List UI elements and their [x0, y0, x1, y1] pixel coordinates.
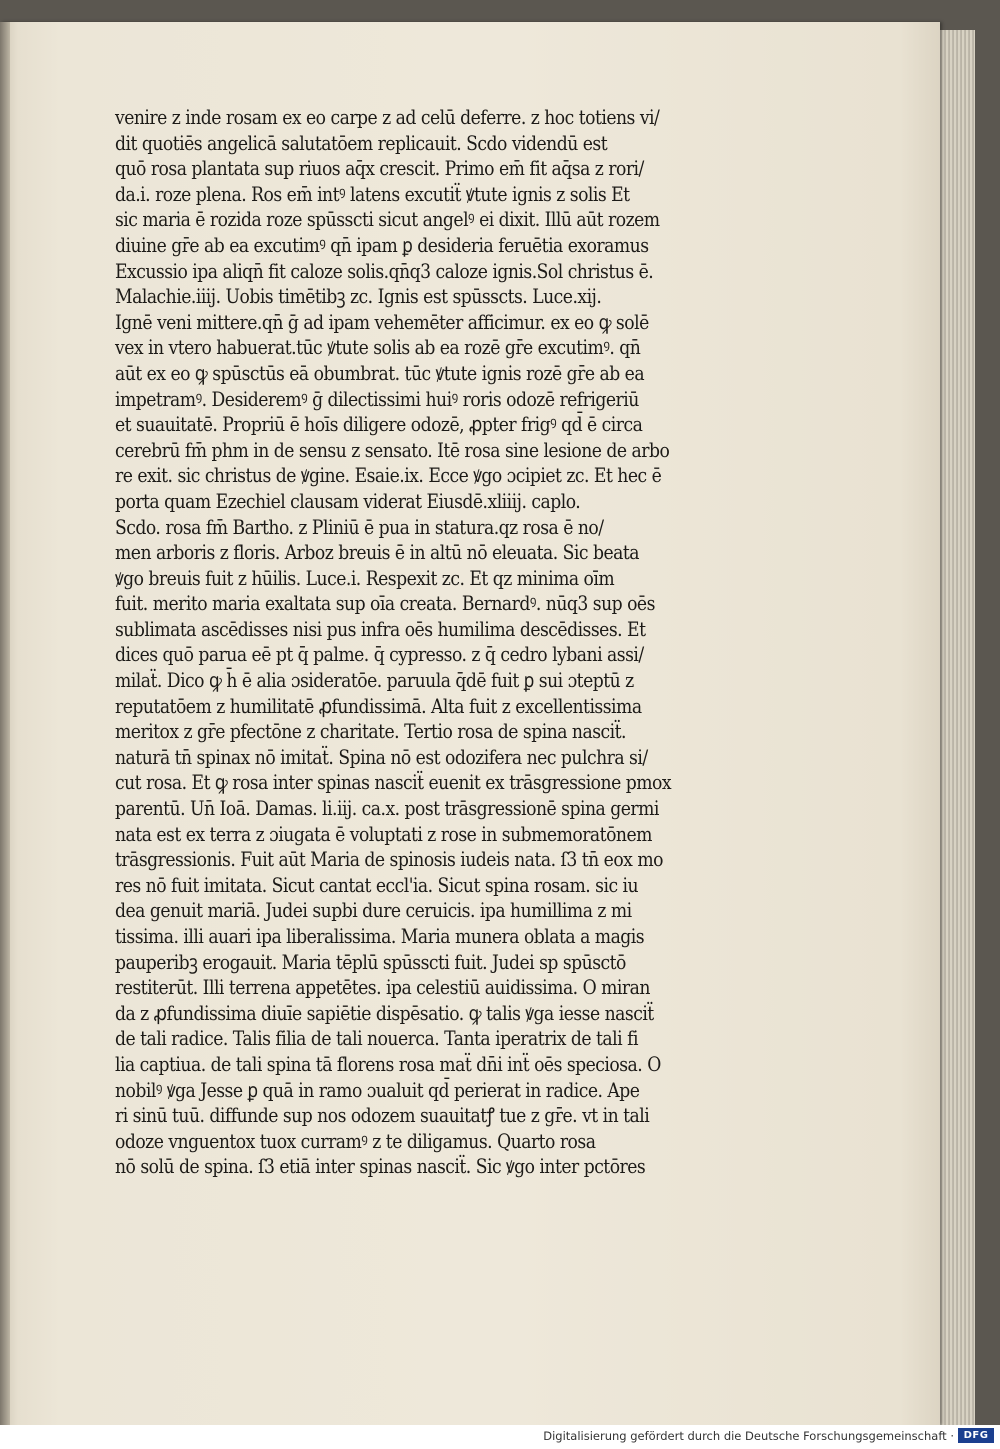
- text-line: ri sinū tuū. diffunde sup nos odozem suauitatꝭ tue z gr̄e. vt in tali: [115, 1103, 650, 1128]
- text-line: reputatōem z humilitatē ꝓfundissimā. Alta fuit z excellentissima: [115, 693, 642, 718]
- text-line: men arboris z floris. Arboz breuis ē in altū nō eleuata. Sic beata: [115, 540, 639, 565]
- text-line: tissima. illi auari ipa liberalissima. Maria munera oblata a magis: [115, 924, 645, 948]
- text-line: impetramꝰ. Desideremꝰ ḡ dilectissimi huiꝰ roris odozē refrigeriū: [115, 386, 639, 411]
- text-line: nobilꝰ ꝟga Jesse ꝑ quā in ramo ɔualuit qd̄ perierat in radice. Ape: [115, 1077, 640, 1102]
- text-line: odoze vnguentox tuox curramꝰ z te diligamus. Quarto rosa: [115, 1128, 596, 1153]
- text-line: diuine gr̄e ab ea excutimꝰ qn̄ ipam ꝑ desideria feruētia exoramus: [115, 232, 649, 257]
- text-line: nata est ex terra z ɔiugata ē voluptati z rose in submemoratōnem: [115, 821, 652, 846]
- text-line: trāsgressionis. Fuit aūt Maria de spinosis iudeis nata. ſ3 tn̄ eox mo: [115, 847, 663, 872]
- text-line: cerebrū fm̄ phm in de sensu z sensato. Itē rosa sine lesione de arbo: [115, 437, 670, 462]
- text-line: cut rosa. Et ꝙ rosa inter spinas nasciẗ euenit ex trāsgressione pmox: [115, 770, 672, 795]
- text-line: Ignē veni mittere.qn̄ ḡ ad ipam vehemēter afficimur. ex eo ꝙ solē: [115, 309, 649, 334]
- text-line: re exit. sic christus de ꝟgine. Esaie.ix. Ecce ꝟgo ɔcipiet zc. Et hec ē: [115, 463, 662, 488]
- text-line: lia captiua. de tali spina tā florens rosa maẗ dn̄i inẗ oēs speciosa. O: [115, 1051, 661, 1076]
- text-line: da z ꝓfundissima diuīe sapiētie dispēsatio. ꝙ talis ꝟga iesse nasciẗ: [115, 1000, 654, 1025]
- text-line: ꝟgo breuis fuit z hūilis. Luce.i. Respexit zc. Et qz minima oīm: [115, 565, 615, 590]
- text-line: pauperibꝫ erogauit. Maria tēplū spūsscti fuit. Judei sp spūsctō: [115, 949, 626, 974]
- text-line: naturā tn̄ spinax nō imitaẗ. Spina nō est odozifera nec pulchra si/: [115, 744, 648, 769]
- text-line: da.i. roze plena. Ros em̄ intꝰ latens excutiẗ ꝟtute ignis z solis Et: [115, 181, 630, 206]
- text-line: dea genuit mariā. Judei supbi dure ceruicis. ipa humillima z mi: [115, 898, 632, 923]
- text-line: dices quō parua eē pt q̄ palme. q̄ cypresso. z q̄ cedro lybani assi/: [115, 642, 644, 667]
- text-line: porta quam Ezechiel clausam viderat Eiusdē.xliiij. caplo.: [115, 488, 581, 513]
- text-line: sic maria ē rozida roze spūsscti sicut angelꝰ ei dixit. Illū aūt rozem: [115, 207, 660, 232]
- text-line: milaẗ. Dico ꝙ h̄ ē alia ɔsideratōe. paruula q̄dē fuit ꝑ sui ɔteptū z: [115, 668, 634, 693]
- text-line: de tali radice. Talis filia de tali nouerca. Tanta iperatrix de tali fi: [115, 1026, 638, 1051]
- text-line: restiterūt. Illi terrena appetētes. ipa celestiū auidissima. O miran: [115, 975, 650, 1000]
- text-line: Malachie.iiij. Uobis timētibꝫ zc. Ignis est spūsscts. Luce.xij.: [115, 284, 602, 309]
- text-line: vex in vtero habuerat.tūc ꝟtute solis ab ea rozē gr̄e excutimꝰ. qn̄: [115, 335, 641, 360]
- text-block: [115, 105, 765, 1180]
- digitization-credit: Digitalisierung gefördert durch die Deutsche Forschungsgemeinschaft ·: [543, 1429, 954, 1443]
- text-line: Excussio ipa aliqn̄ fit caloze solis.qn̄q3 caloze ignis.Sol christus ē.: [115, 258, 654, 283]
- text-line: parentū. Un̄ Ioā. Damas. li.iij. ca.x. post trāsgressionē spina germi: [115, 796, 659, 821]
- text-line: sublimata ascēdisses nisi pus infra oēs humilima descēdisses. Et: [115, 616, 646, 641]
- dfg-logo: DFG: [958, 1428, 994, 1443]
- footer-bar: [0, 1425, 1000, 1449]
- text-line: et suauitatē. Propriū ē hoīs diligere odozē, ꝓpter frigꝰ qd̄ ē circa: [115, 412, 643, 437]
- gutter-shadow: [0, 22, 10, 1425]
- text-line: nō solū de spina. ſ3 etiā inter spinas nasciẗ. Sic ꝟgo inter pctōres: [115, 1154, 646, 1179]
- text-line: aūt ex eo ꝙ spūsctūs eā obumbrat. tūc ꝟtute ignis rozē gr̄e ab ea: [115, 360, 645, 385]
- text-line: Scdo. rosa fm̄ Bartho. z Pliniū ē pua in statura.qz rosa ē no/: [115, 514, 604, 539]
- text-line: dit quotiēs angelicā salutatōem replicauit. Scdo videndū est: [115, 130, 608, 155]
- text-line: venire z inde rosam ex eo carpe z ad celū deferre. z hoc totiens vi/: [115, 105, 660, 129]
- text-line: res nō fuit imitata. Sicut cantat eccl'ia. Sicut spina rosam. sic iu: [115, 872, 639, 897]
- text-line: quō rosa plantata sup riuos aq̄x crescit. Primo em̄ fit aq̄sa z rori/: [115, 156, 644, 181]
- text-line: fuit. merito maria exaltata sup oīa creata. Bernardꝰ. nūq3 sup oēs: [115, 591, 655, 616]
- text-line: meritox z gr̄e pfectōne z charitate. Tertio rosa de spina nasciẗ.: [115, 719, 626, 744]
